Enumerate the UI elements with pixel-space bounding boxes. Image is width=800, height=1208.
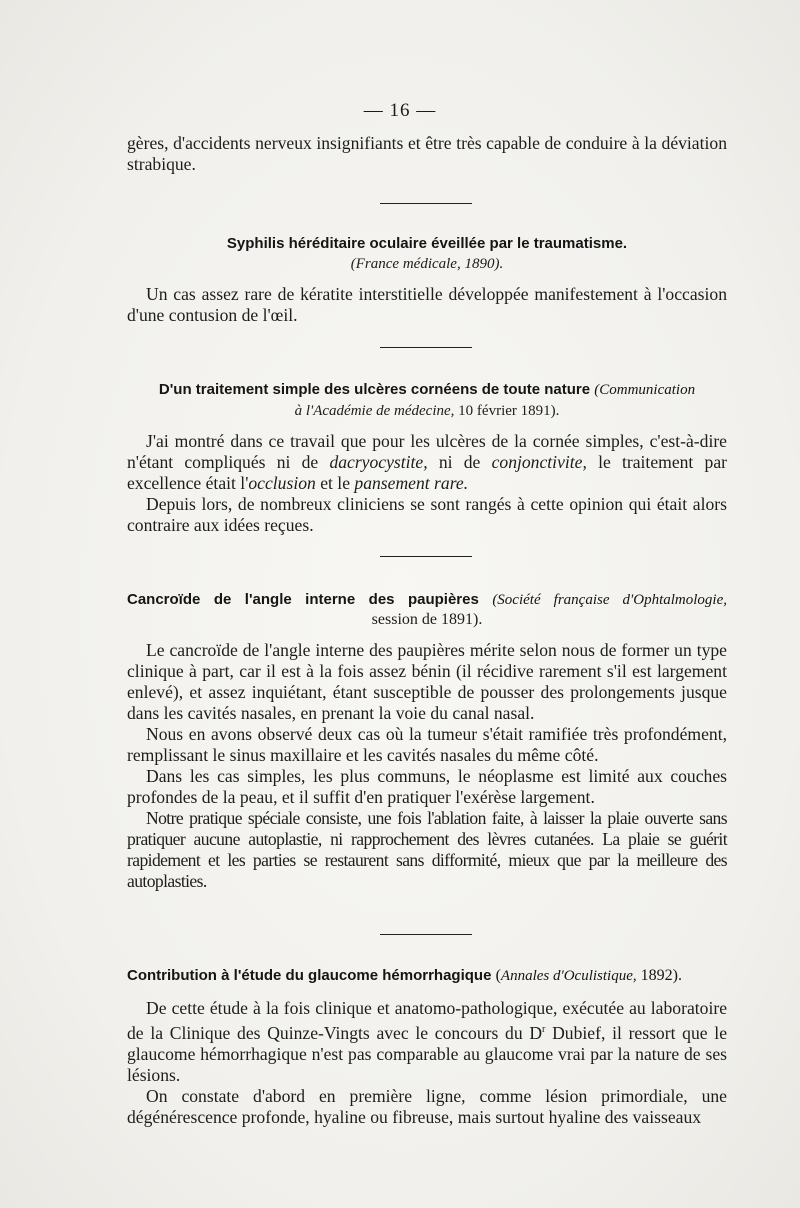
section-citation-syphilis: (France médicale, 1890).	[350, 256, 504, 272]
section-title-syphilis: Syphilis héréditaire oculaire éveillée par le traumatisme.	[226, 235, 628, 252]
section-body-ulceres	[127, 431, 727, 536]
paragraph: Notre pratique spéciale consiste, une fois l'ablation faite, à laisser la plaie ouverte sans pratiquer aucune autoplastie, ni rapprochement des lèvres cutanées. La plaie se guérit rapidement et les parties se restaurent sans difformité, mieux que par la meilleure des autoplasties.	[127, 808, 727, 891]
paragraph: Depuis lors, de nombreux cliniciens se sont rangés à cette opinion qui était alors contraire aux idées reçues.	[127, 494, 727, 535]
paragraph: Un cas assez rare de kératite interstitielle développée manifestement à l'occasion d'une contusion de l'œil.	[127, 284, 727, 325]
section-heading-ulceres	[127, 379, 727, 401]
section-citation-ulceres: à l'Académie de médecine, 10 février 1891).	[294, 403, 560, 419]
section-divider	[380, 347, 472, 348]
section-heading-glaucome	[127, 965, 727, 987]
section-body-syphilis	[127, 284, 727, 326]
section-body-cancroide	[127, 640, 727, 892]
section-title-ulceres: D'un traitement simple des ulcères cornéens de toute nature	[158, 381, 591, 398]
paragraph: On constate d'abord en première ligne, comme lésion primordiale, une dégénérescence profonde, hyaline ou fibreuse, mais surtout hyaline des vaisseaux	[127, 1085, 727, 1127]
section-title-cancroide: Cancroïde de l'angle interne des paupières	[127, 591, 479, 608]
paragraph: Nous en avons observé deux cas où la tumeur s'était ramifiée très profondément, remplissant le sinus maxillaire et les cavités nasales du même côté.	[127, 724, 727, 765]
section-reference-ulceres: (Communication	[594, 382, 696, 398]
section-divider	[380, 934, 472, 935]
section-body-glaucome	[127, 998, 727, 1128]
paragraph: J'ai montré dans ce travail que pour les ulcères de la cornée simples, c'est-à-dire n'étant compliqués ni de dacryocystite, ni de conjonctivite, le traitement par excellence était l'occlusion et le pansement rare.	[127, 431, 727, 493]
paragraph: Le cancroïde de l'angle interne des paupières mérite selon nous de former un type clinique à part, car il est à la fois assez bénin (il récidive rarement s'il est largement enlevé), et assez inquiétant, étant susceptible de pousser des prolongements jusque dans les cavités nasales, en prenant la voie du canal nasal.	[127, 640, 727, 723]
section-reference-cancroide: (Société française d'Ophtalmologie,	[492, 592, 727, 608]
section-divider	[380, 556, 472, 557]
section-citation-cancroide: session de 1891).	[371, 611, 483, 628]
page-number: — 16 —	[363, 100, 437, 121]
section-heading-cancroide	[127, 589, 727, 611]
paragraph: Dans les cas simples, les plus communs, le néoplasme est limité aux couches profondes de la peau, et il suffit d'en pratiquer l'exérèse largement.	[127, 766, 727, 807]
section-title-glaucome: Contribution à l'étude du glaucome hémorrhagique	[127, 967, 492, 984]
paragraph: De cette étude à la fois clinique et anatomo-pathologique, exécutée au laboratoire de la Clinique des Quinze-Vingts avec le concours du $D^r$ Dubief, il ressort que le glaucome hémorrhagique n'est pas comparable au glaucome vrai par la nature de ses lésions.	[127, 998, 727, 1085]
continuation-paragraph: gères, d'accidents nerveux insignifiants et être très capable de conduire à la déviation strabique.	[127, 133, 727, 174]
section-reference-glaucome: (Annales d'Oculistique, 1892).	[495, 967, 682, 984]
continuation-block	[127, 133, 727, 175]
section-divider	[380, 203, 472, 204]
